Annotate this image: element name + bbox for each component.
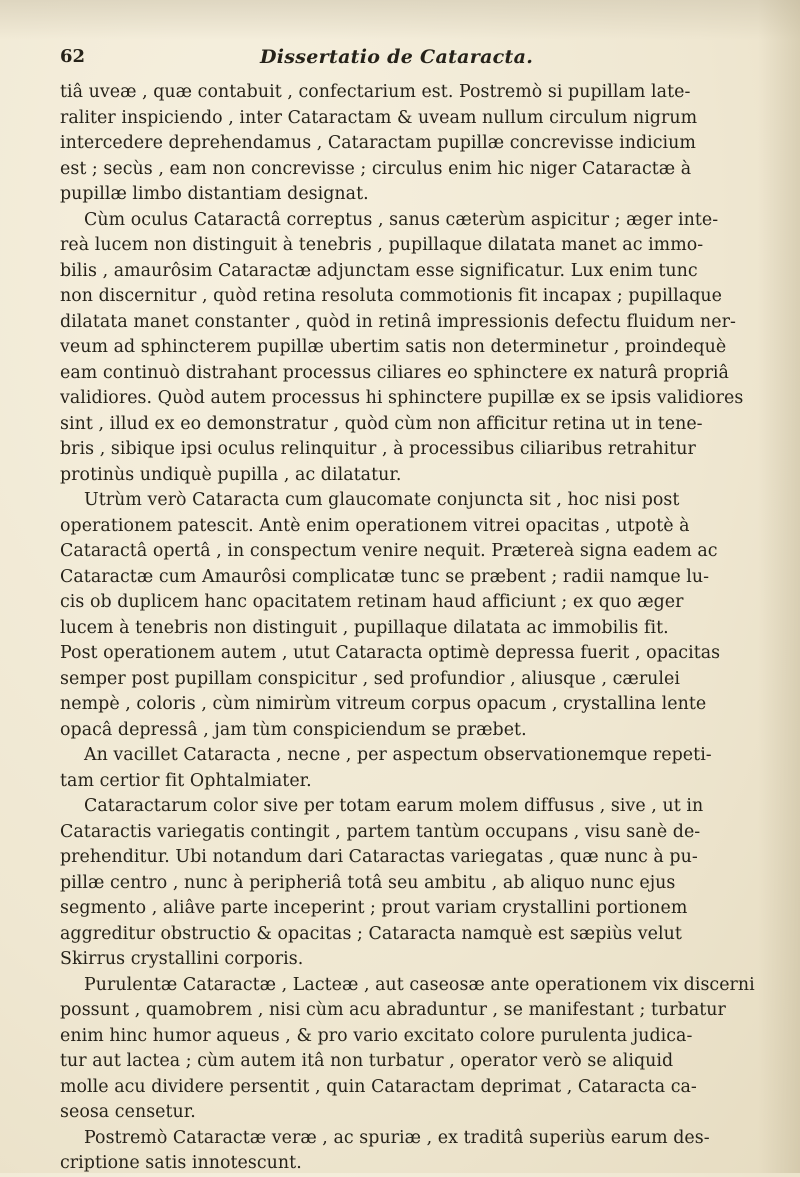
text-line: operationem patescit. Antè enim operationem vitrei opacitas , utpotè à [60, 515, 690, 536]
text-line: Cataractæ cum Amaurôsi complicatæ tunc se præbent ; radii namque lu- [60, 566, 710, 587]
text-line: nempè , coloris , cùm nimirùm vitreum corpus opacum , crystallina lente [60, 694, 707, 714]
text-line: Postremò Cataractæ veræ , ac spuriæ , ex traditâ superiùs earum des- [84, 1127, 710, 1148]
text-line: protinùs undiquè pupilla , ac dilatatur. [60, 464, 402, 485]
text-line: Cataractarum color sive per totam earum molem diffusus , sive , ut in [84, 796, 704, 816]
text-line: molle acu dividere persentit , quin Cataractam deprimat , Cataracta ca- [60, 1076, 697, 1097]
text-line: criptione satis innotescunt. [60, 1153, 302, 1173]
text-line: possunt , quamobrem , nisi cùm acu abraduntur , se manifestant ; turbatur [60, 1000, 726, 1020]
text-line: non discernitur , quòd retina resoluta commotionis fit incapax ; pupillaque [60, 286, 722, 306]
text-line: lucem à tenebris non distinguit , pupillaque dilatata ac immobilis fit. [60, 617, 669, 638]
text-line: reà lucem non distinguit à tenebris , pupillaque dilatata manet ac immo- [60, 235, 704, 255]
text-line: enim hinc humor aqueus , & pro vario excitato colore purulenta judica- [60, 1025, 693, 1046]
text-line: sint , illud ex eo demonstratur , quòd cùm non afficitur retina ut in tene- [60, 413, 703, 434]
text-line: bris , sibique ipsi oculus relinquitur , à processibus ciliaribus retrahitur [60, 439, 696, 459]
page-number: 62 [60, 46, 86, 67]
text-line: veum ad sphincterem pupillæ ubertim satis non determinetur , proindequè [60, 337, 727, 357]
text-line: dilatata manet constanter , quòd in retinâ impressionis defectu fluidum ner- [60, 311, 736, 332]
page-header [60, 42, 760, 76]
text-line: semper post pupillam conspicitur , sed profundior , aliusque , cærulei [60, 668, 681, 689]
text-line: Cataractis variegatis contingit , partem tantùm occupans , visu sanè de- [60, 821, 701, 842]
running-title: Dissertatio de Cataracta. [260, 46, 534, 68]
text-line: aggreditur obstructio & opacitas ; Cataracta namquè est sæpiùs velut [60, 923, 682, 944]
text-line: raliter inspiciendo , inter Cataractam & uveam nullum circulum nigrum [60, 107, 698, 128]
text-line: pupillæ limbo distantiam designat. [60, 184, 369, 204]
text-line: Purulentæ Cataractæ , Lacteæ , aut caseosæ ante operationem vix discerni [84, 974, 755, 995]
text-line: est ; secùs , eam non concrevisse ; circulus enim hic niger Cataractæ à [60, 158, 692, 179]
text-line: intercedere deprehendamus , Cataractam pupillæ concrevisse indicium [60, 133, 696, 153]
text-line: tur aut lactea ; cùm autem itâ non turbatur , operator verò se aliquid [60, 1051, 674, 1071]
text-line: tam certior fit Ophtalmiater. [60, 770, 312, 791]
body-text [60, 80, 776, 1177]
text-line: An vacillet Cataracta , necne , per aspectum observationemque repeti- [84, 745, 712, 765]
text-line: opacâ depressâ , jam tùm conspiciendum se præbet. [60, 719, 527, 740]
text-line: tiâ uveæ , quæ contabuit , confectarium est. Postremò si pupillam late- [60, 82, 691, 102]
text-line: Utrùm verò Cataracta cum glaucomate conjuncta sit , hoc nisi post [84, 490, 680, 510]
text-line: eam continuò distrahant processus ciliares eo sphinctere ex naturâ propriâ [60, 362, 729, 383]
text-line: Cùm oculus Cataractâ correptus , sanus cæterùm aspicitur ; æger inte- [84, 209, 719, 230]
text-line: seosa censetur. [60, 1102, 196, 1122]
text-line: bilis , amaurôsim Cataractæ adjunctam esse significatur. Lux enim tunc [60, 260, 698, 281]
text-line: Post operationem autem , utut Cataracta optimè depressa fuerit , opacitas [60, 643, 721, 663]
text-line: segmento , aliâve parte inceperint ; prout variam crystallini portionem [60, 898, 688, 918]
text-line: pillæ centro , nunc à peripheriâ totâ seu ambitu , ab aliquo nunc ejus [60, 872, 676, 893]
page-top-shadow [0, 0, 800, 40]
text-line: prehenditur. Ubi notandum dari Cataractas variegatas , quæ nunc à pu- [60, 847, 698, 867]
text-line: Skirrus crystallini corporis. [60, 949, 304, 969]
text-line: validiores. Quòd autem processus hi sphinctere pupillæ ex se ipsis validiores [60, 388, 744, 408]
text-line: Cataractâ opertâ , in conspectum venire nequit. Prætereà signa eadem ac [60, 541, 718, 561]
text-line: cis ob duplicem hanc opacitatem retinam haud afficiunt ; ex quo æger [60, 592, 684, 612]
